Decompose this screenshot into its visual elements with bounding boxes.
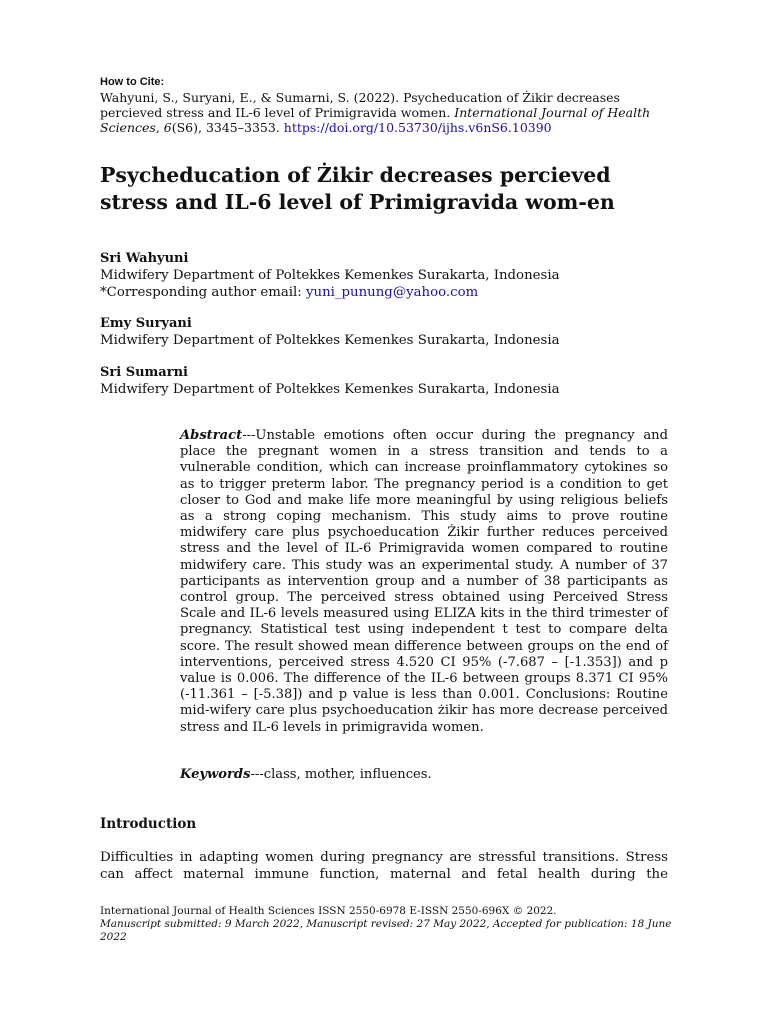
citation-text: [100, 90, 660, 135]
email-label: *Corresponding author email:: [100, 285, 306, 300]
footer-journal-info: International Journal of Health Sciences ISSN 2550-6978 E-ISSN 2550-696X © 2022.: [100, 905, 557, 917]
author-affiliation: Midwifery Department of Poltekkes Kemenkes Surakarta, Indonesia: [100, 268, 560, 283]
author-name: Sri Wahyuni: [100, 251, 189, 266]
keywords-label: Keywords: [180, 767, 251, 782]
page-footer: [100, 905, 680, 944]
author-block-2: [100, 315, 680, 349]
citation-doi-link[interactable]: https://doi.org/10.53730/ijhs.v6nS6.10390: [283, 120, 552, 135]
citation-separator: ,: [155, 120, 164, 135]
keywords-text: ---class, mother, influences.: [250, 767, 432, 782]
abstract-text: ---Unstable emotions often occur during the pregnancy and place the pregnant women in a stress transition and tends to a vulnerable condition, which can increase proinflammatory cytokines so as to trigger preterm labor. The pregnancy period is a condition to get closer to God and make life more meaningful by using religious beliefs as a strong coping mechanism. This study aims to prove routine midwifery care plus psychoeducation Żikir further reduces perceived stress and the level of IL-6 Primigravida women compared to routine midwifery care. This study was an experimental study. A number of 37 participants as intervention group and a number of 38 participants as control group. The perceived stress obtained using Perceived Stress Scale and IL-6 levels measured using ELIZA kits in the third trimester of pregnancy. Statistical test using independent t test to compare delta score. The result showed mean difference between groups on the end of interventions, perceived stress 4.520 CI 95% (-7.687 – [-1.353]) and p value is 0.006. The difference of the IL-6 between groups 8.371 CI 95% (-11.361 – [-5.38]) and p value is less than 0.001. Conclusions: Routine mid-wifery care plus psychoeducation żikir has more decrease perceived stress and IL-6 levels in primigravida women.: [180, 428, 668, 735]
introduction-paragraph: Difficulties in adapting women during pregnancy are stressful transitions. Stress can affect maternal immune function, maternal and fetal health during the: [100, 850, 668, 882]
author-name: Emy Suryani: [100, 316, 192, 331]
author-block-3: [100, 364, 680, 398]
author-block-1: [100, 250, 680, 301]
citation-journal: International Journal of Health Sciences: [100, 105, 651, 135]
keywords: [180, 767, 668, 783]
citation-label-text: How to Cite: [100, 76, 161, 88]
citation-reference: Wahyuni, S., Suryani, E., & Sumarni, S. (2022). Psycheducation of Żikir decreases percieved stress and IL-6 level of Primigravida women.: [100, 90, 620, 120]
citation-issue-pages: (S6), 3345–3353.: [171, 120, 284, 135]
citation-label-colon: :: [160, 76, 165, 88]
citation-volume: 6: [163, 120, 172, 135]
author-email-link[interactable]: yuni_punung@yahoo.com: [306, 285, 479, 300]
author-affiliation: Midwifery Department of Poltekkes Kemenkes Surakarta, Indonesia: [100, 333, 560, 348]
author-name: Sri Sumarni: [100, 365, 188, 380]
paper-title: Psycheducation of Żikir decreases percieved stress and IL-6 level of Primigravida wom-en: [100, 163, 615, 214]
footer-manuscript-dates: Manuscript submitted: 9 March 2022, Manuscript revised: 27 May 2022, Accepted for publication: 18 June 2022: [100, 918, 672, 943]
section-heading-introduction: Introduction: [100, 816, 197, 832]
abstract: [180, 428, 668, 736]
citation-label: [100, 76, 660, 88]
corresponding-email-line: [100, 284, 680, 301]
author-affiliation: Midwifery Department of Poltekkes Kemenkes Surakarta, Indonesia: [100, 382, 560, 397]
abstract-label: Abstract: [180, 428, 243, 443]
citation-block: [100, 76, 660, 135]
